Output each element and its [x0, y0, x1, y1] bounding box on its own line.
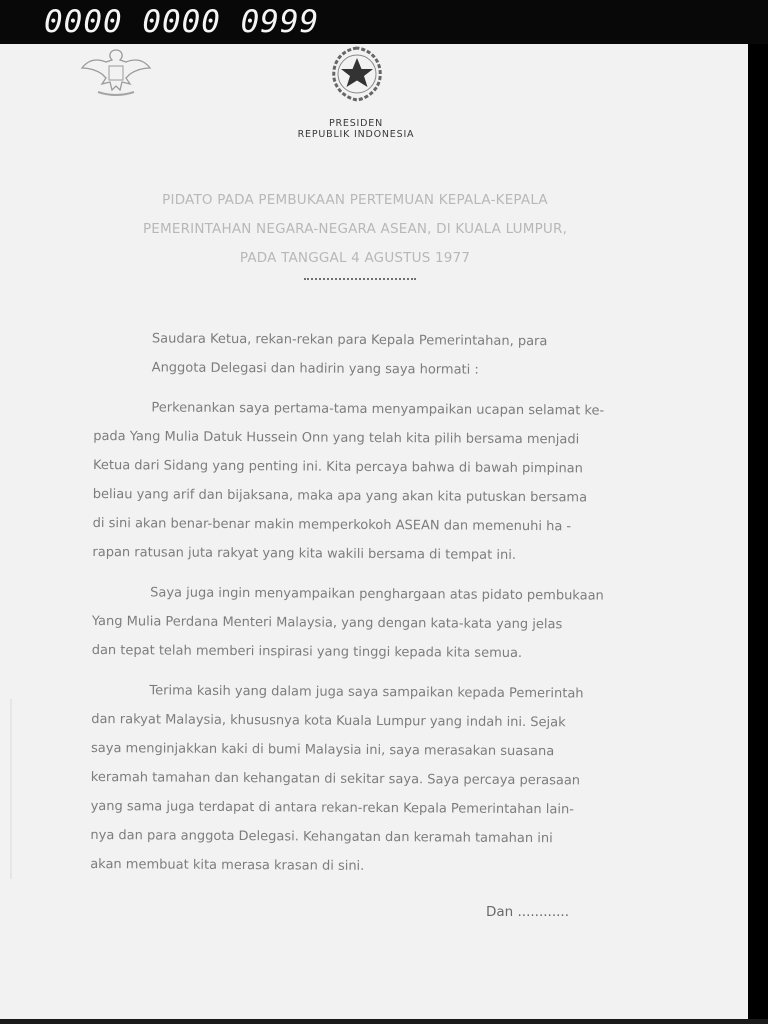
- paragraph-2-line-1: Perkenankan saya pertama-tama menyampaikan ucapan selamat ke-: [151, 400, 605, 419]
- paragraph-2-line-4: beliau yang arif dan bijaksana, maka apa yang akan kita putuskan bersama: [92, 486, 588, 506]
- paragraph-2-line-3: Ketua dari Sidang yang penting ini. Kita percaya bahwa di bawah pimpinan: [92, 457, 583, 477]
- paragraph-4-line-2: dan rakyat Malaysia, khususnya kota Kuala Lumpur yang indah ini. Sejak: [91, 711, 566, 731]
- title-line-3: PADA TANGGAL 4 AGUSTUS 1977: [239, 250, 471, 266]
- letterhead-line-1: PRESIDEN: [329, 118, 383, 129]
- paragraph-4-line-1: Terima kasih yang dalam juga saya sampaikan kepada Pemerintah: [149, 683, 584, 702]
- paragraph-4-line-4: keramah tamahan dan kehangatan di sekitar saya. Saya percaya perasaan: [90, 769, 581, 789]
- document-page: [0, 44, 748, 1019]
- paragraph-1-line-2: Anggota Delegasi dan hadirin yang saya hormati :: [151, 360, 479, 378]
- title-line-2: PEMERINTAHAN NEGARA-NEGARA ASEAN, DI KUALA LUMPUR,: [142, 221, 568, 237]
- film-edge-right: [748, 44, 768, 1024]
- paragraph-4-line-6: nya dan para anggota Delegasi. Kehangatan dan keramah tamahan ini: [90, 827, 553, 847]
- paragraph-2-line-2: pada Yang Mulia Datuk Hussein Onn yang telah kita pilih bersama menjadi: [93, 428, 580, 448]
- paragraph-2-line-5: di sini akan benar-benar makin memperkokoh ASEAN dan memenuhi ha -: [92, 515, 572, 535]
- paragraph-4-line-7: akan membuat kita merasa krasan di sini.: [90, 856, 365, 874]
- paragraph-3-line-2: Yang Mulia Perdana Menteri Malaysia, yang dengan kata-kata yang jelas: [91, 613, 563, 633]
- garuda-emblem-icon: [76, 44, 156, 104]
- title-line-1: PIDATO PADA PEMBUKAAN PERTEMUAN KEPALA-KEPALA: [162, 192, 548, 208]
- paragraph-4-line-5: yang sama juga terdapat di antara rekan-rekan Kepala Pemerintahan lain-: [90, 798, 575, 818]
- star-wreath-emblem-icon: [312, 44, 402, 106]
- speech-body: [90, 324, 624, 883]
- film-strip-header: [0, 0, 768, 44]
- film-edge-bottom: [0, 1019, 768, 1024]
- letterhead-line-2: REPUBLIK INDONESIA: [297, 129, 415, 140]
- letterhead: [256, 118, 456, 140]
- paragraph-3-line-3: dan tepat telah memberi inspirasi yang tinggi kepada kita semua.: [91, 642, 523, 661]
- binding-mark: [10, 699, 12, 879]
- title-underline: [304, 278, 416, 280]
- paragraph-2-line-6: rapan ratusan juta rakyat yang kita wakili bersama di tempat ini.: [92, 544, 517, 563]
- paragraph-1-line-1: Saudara Ketua, rekan-rekan para Kepala Pemerintahan, para: [151, 331, 548, 350]
- continuation-marker: Dan ............: [486, 904, 570, 920]
- speech-title: [120, 186, 590, 273]
- frame-number: 0000 0000 0999: [44, 4, 320, 40]
- paragraph-4-line-3: saya menginjakkan kaki di bumi Malaysia ini, saya merasakan suasana: [90, 740, 555, 760]
- paragraph-3-line-1: Saya juga ingin menyampaikan penghargaan atas pidato pembukaan: [150, 585, 604, 604]
